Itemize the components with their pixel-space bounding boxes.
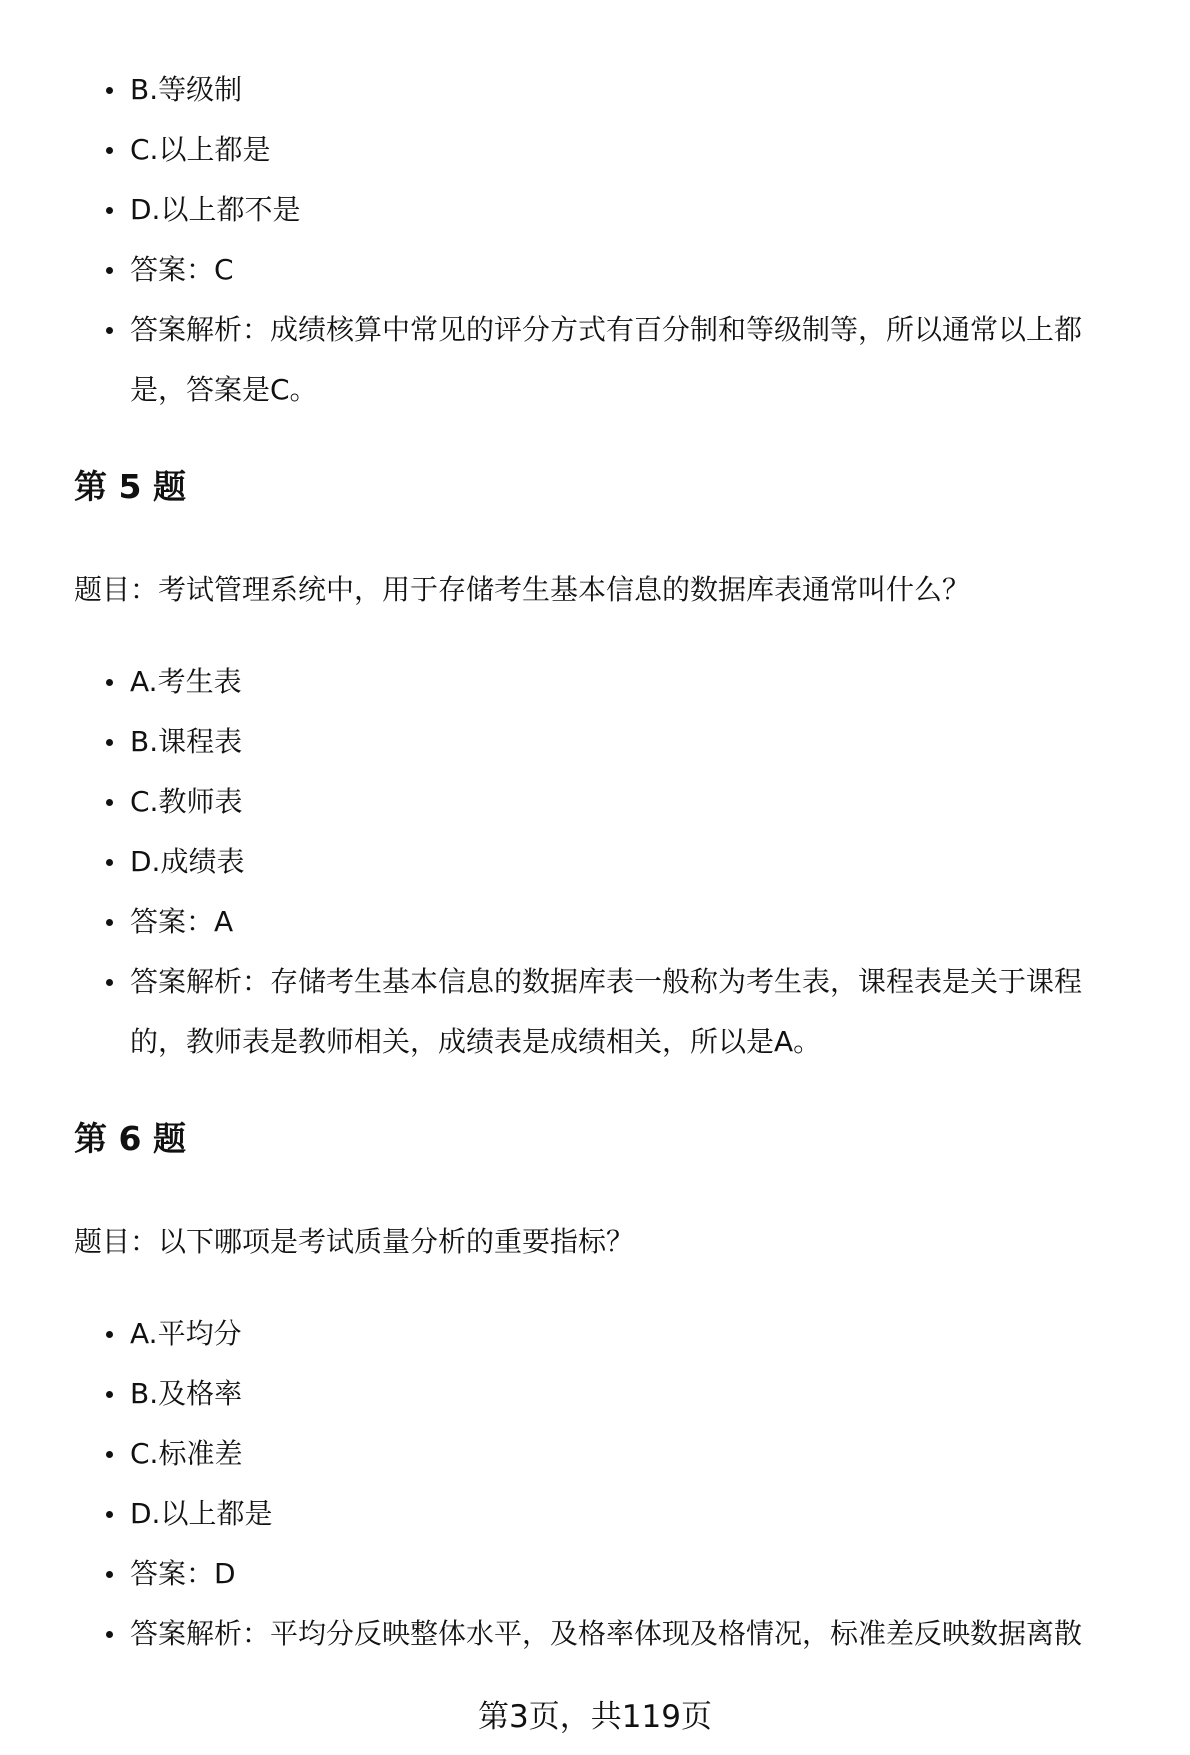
q5-option-a: A.考生表 bbox=[102, 652, 1162, 712]
q6-option-d: D.以上都是 bbox=[102, 1484, 1162, 1544]
q5-option-c: C.教师表 bbox=[102, 772, 1162, 832]
q6-explanation: 答案解析：平均分反映整体水平，及格率体现及格情况，标准差反映数据离散 bbox=[102, 1604, 1162, 1664]
q6-option-b: B.及格率 bbox=[102, 1364, 1162, 1424]
q4-explanation bbox=[102, 300, 1162, 420]
q6-option-c: C.标准差 bbox=[102, 1424, 1162, 1484]
q4-answer: 答案：C bbox=[102, 240, 1162, 300]
q5-heading: 第 5 题 bbox=[74, 467, 186, 506]
q4-options-list bbox=[102, 60, 1162, 420]
q5-option-b: B.课程表 bbox=[102, 712, 1162, 772]
q4-option-c: C.以上都是 bbox=[102, 120, 1162, 180]
q4-option-b: B.等级制 bbox=[102, 60, 1162, 120]
q6-heading: 第 6 题 bbox=[74, 1119, 186, 1158]
q5-answer: 答案：A bbox=[102, 892, 1162, 952]
q5-explanation-line1: 答案解析：存储考生基本信息的数据库表一般称为考生表，课程表是关于课程 bbox=[130, 965, 1083, 998]
q6-options-list bbox=[102, 1304, 1162, 1664]
q5-option-d: D.成绩表 bbox=[102, 832, 1162, 892]
q5-explanation-line2: 的，教师表是教师相关，成绩表是成绩相关，所以是A。 bbox=[130, 1025, 822, 1058]
page-number-footer: 第3页，共119页 bbox=[478, 1699, 712, 1735]
q4-explanation-line2: 是，答案是C。 bbox=[130, 373, 318, 406]
q4-explanation-line1: 答案解析：成绩核算中常见的评分方式有百分制和等级制等，所以通常以上都 bbox=[130, 313, 1083, 346]
q6-option-a: A.平均分 bbox=[102, 1304, 1162, 1364]
q6-question: 题目：以下哪项是考试质量分析的重要指标？ bbox=[74, 1225, 635, 1258]
q5-question: 题目：考试管理系统中，用于存储考生基本信息的数据库表通常叫什么？ bbox=[74, 573, 971, 606]
q5-explanation bbox=[102, 952, 1162, 1072]
q4-option-d: D.以上都不是 bbox=[102, 180, 1162, 240]
q6-answer: 答案：D bbox=[102, 1544, 1162, 1604]
q5-options-list bbox=[102, 652, 1162, 1072]
